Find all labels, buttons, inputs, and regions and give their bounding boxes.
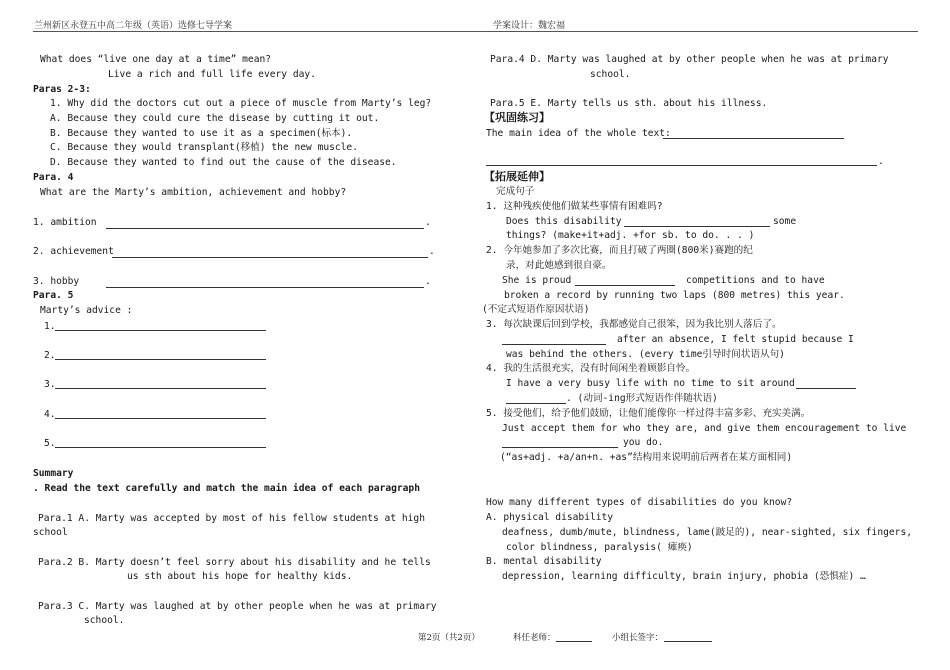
marty-advice-label: Marty’s advice :: [40, 305, 133, 316]
main-idea-blank-1[interactable]: [663, 138, 844, 139]
page-number: 第2页（共2页）: [418, 633, 480, 643]
group-leader-signature-blank[interactable]: [664, 641, 712, 642]
option-a: A. Because they could cure the disease by cutting it out.: [50, 113, 380, 124]
sentence-4-english: I have a very busy life with no time to sit around: [506, 378, 795, 389]
para-2-match-cont: us sth about his hope for healthy kids.: [127, 571, 353, 582]
sentence-2-note: (不定式短语作原因状语): [482, 304, 590, 315]
mental-disability-heading: B. mental disability: [486, 556, 602, 567]
ambition-blank[interactable]: [106, 228, 424, 229]
para-5-heading: Para. 5: [33, 290, 74, 301]
sentence-4-blank-2[interactable]: [506, 403, 566, 404]
sentence-2-english-end: competitions and to have: [686, 275, 825, 286]
sentence-5-blank[interactable]: [502, 447, 618, 448]
option-b: B. Because they wanted to use it as a specimen(标本).: [50, 128, 353, 139]
paras-2-3-heading: Paras 2-3:: [33, 84, 91, 95]
sentence-5-english: Just accept them for who they are, and give them encouragement to live: [502, 423, 907, 434]
sentence-3-blank[interactable]: [502, 344, 606, 345]
sentence-5-note: (“as+adj. +a/an+n. +as”结构用来说明前后两者在某方面相同): [500, 452, 793, 463]
advice-5-label: 5.: [44, 438, 56, 449]
physical-disability-heading: A. physical disability: [486, 512, 614, 523]
advice-5-blank[interactable]: [55, 447, 266, 448]
advice-4-label: 4.: [44, 409, 56, 420]
sentence-4-chinese: 4. 我的生活很充实，没有时间闲坐着顾影自怜。: [486, 363, 696, 374]
option-c: C. Because they would transplant(移植) the new muscle.: [50, 142, 358, 153]
para-3-match: Para.3 C. Marty was laughed at by other people when he was at primary: [38, 601, 437, 612]
consolidation-heading: 【巩固练习】: [484, 111, 550, 124]
ambition-label: 1. ambition: [33, 217, 97, 228]
sentence-4-blank-1[interactable]: [796, 388, 856, 389]
option-d: D. Because they wanted to find out the cause of the disease.: [50, 157, 397, 168]
sentence-3-chinese: 3. 每次缺课后回到学校，我都感觉自己很笨，因为我比别人落后了。: [486, 319, 782, 330]
sentence-1-chinese: 1. 这种残疾使他们做某些事情有困难吗?: [486, 201, 663, 212]
achievement-dot: .: [429, 246, 435, 257]
question-live: What does “live one day at a time” mean?: [40, 54, 272, 65]
header-right: 学案设计：魏宏福: [493, 21, 566, 31]
sentence-3-english: after an absence, I felt stupid because I: [617, 334, 854, 345]
sentence-1-blank[interactable]: [624, 226, 770, 227]
physical-disability-list: deafness, dumb/mute, blindness, lame(跛足的), near-sighted, six fingers,: [502, 527, 912, 538]
ambition-dot: .: [425, 217, 431, 228]
sentence-4-english-cont: . (动词-ing形式短语作伴随状语): [566, 393, 718, 404]
sentence-5-chinese: 5. 接受他们，给予他们鼓励，让他们能像你一样过得丰富多彩、充实美满。: [486, 408, 811, 419]
para-4-heading: Para. 4: [33, 172, 74, 183]
main-idea-label: The main idea of the whole text:: [486, 128, 671, 139]
advice-2-label: 2.: [44, 350, 56, 361]
sentence-2-chinese: 2. 今年她参加了多次比赛，而且打破了两圈(800米)赛跑的纪: [486, 245, 753, 256]
hobby-dot: .: [425, 276, 431, 287]
para-1-match-cont: school: [33, 527, 68, 538]
para-4-match-cont: school.: [590, 69, 631, 80]
group-leader-label: 小组长签字：: [612, 633, 664, 643]
mental-disability-list: depression, learning difficulty, brain injury, phobia (恐惧症) …: [502, 571, 866, 582]
main-idea-dot: .: [878, 156, 884, 167]
header-left: 兰州新区永登五中高二年级（英语）选修七导学案: [34, 21, 233, 31]
achievement-label: 2. achievement: [33, 246, 114, 257]
sentence-1-english-end: some: [773, 216, 797, 227]
advice-1-blank[interactable]: [55, 330, 266, 331]
physical-disability-list-cont: color blindness, paralysis( 瘫痪): [506, 542, 693, 553]
teacher-label: 科任老师：: [513, 633, 556, 643]
hobby-label: 3. hobby: [33, 276, 80, 287]
hobby-blank[interactable]: [106, 287, 424, 288]
disability-types-question: How many different types of disabilities do you know?: [486, 497, 793, 508]
sentence-5-english-cont: you do.: [623, 437, 664, 448]
sentence-2-chinese-cont: 录，对此她感到很自豪。: [506, 260, 612, 271]
para-2-match: Para.2 B. Marty doesn’t feel sorry about his disability and he tells: [38, 557, 431, 568]
sentence-1-english-cont: things? (make+it+adj. +for sb. to do. . . ): [506, 230, 755, 241]
advice-4-blank[interactable]: [55, 418, 266, 419]
summary-heading: Summary: [33, 468, 74, 479]
sentence-3-english-cont: was behind the others. (every time引导时间状语从句): [506, 349, 785, 360]
question-1: 1. Why did the doctors cut out a piece of muscle from Marty’s leg?: [50, 98, 432, 109]
main-idea-blank-2[interactable]: [486, 165, 877, 166]
teacher-signature-blank[interactable]: [556, 641, 592, 642]
advice-2-blank[interactable]: [55, 359, 266, 360]
para-5-match: Para.5 E. Marty tells us sth. about his illness.: [490, 98, 768, 109]
sentence-2-english: She is proud: [502, 275, 572, 286]
match-instruction: . Read the text carefully and match the main idea of each paragraph: [33, 483, 420, 494]
sentence-2-blank[interactable]: [575, 285, 675, 286]
answer-live: Live a rich and full life every day.: [108, 69, 316, 80]
advice-1-label: 1.: [44, 321, 56, 332]
sentence-2-english-cont: broken a record by running two laps (800 metres) this year.: [504, 290, 845, 301]
para-4-match: Para.4 D. Marty was laughed at by other people when he was at primary: [490, 54, 889, 65]
complete-sentences-label: 完成句子: [496, 186, 535, 197]
question-ambition: What are the Marty’s ambition, achievement and hobby?: [40, 187, 347, 198]
advice-3-label: 3.: [44, 379, 56, 390]
para-3-match-cont: school.: [84, 615, 125, 626]
sentence-1-english: Does this disability: [506, 216, 622, 227]
para-1-match: Para.1 A. Marty was accepted by most of his fellow students at high: [38, 513, 425, 524]
advice-3-blank[interactable]: [55, 388, 266, 389]
header-rule: [33, 31, 918, 32]
extension-heading: 【拓展延伸】: [484, 170, 550, 183]
achievement-blank[interactable]: [112, 257, 428, 258]
